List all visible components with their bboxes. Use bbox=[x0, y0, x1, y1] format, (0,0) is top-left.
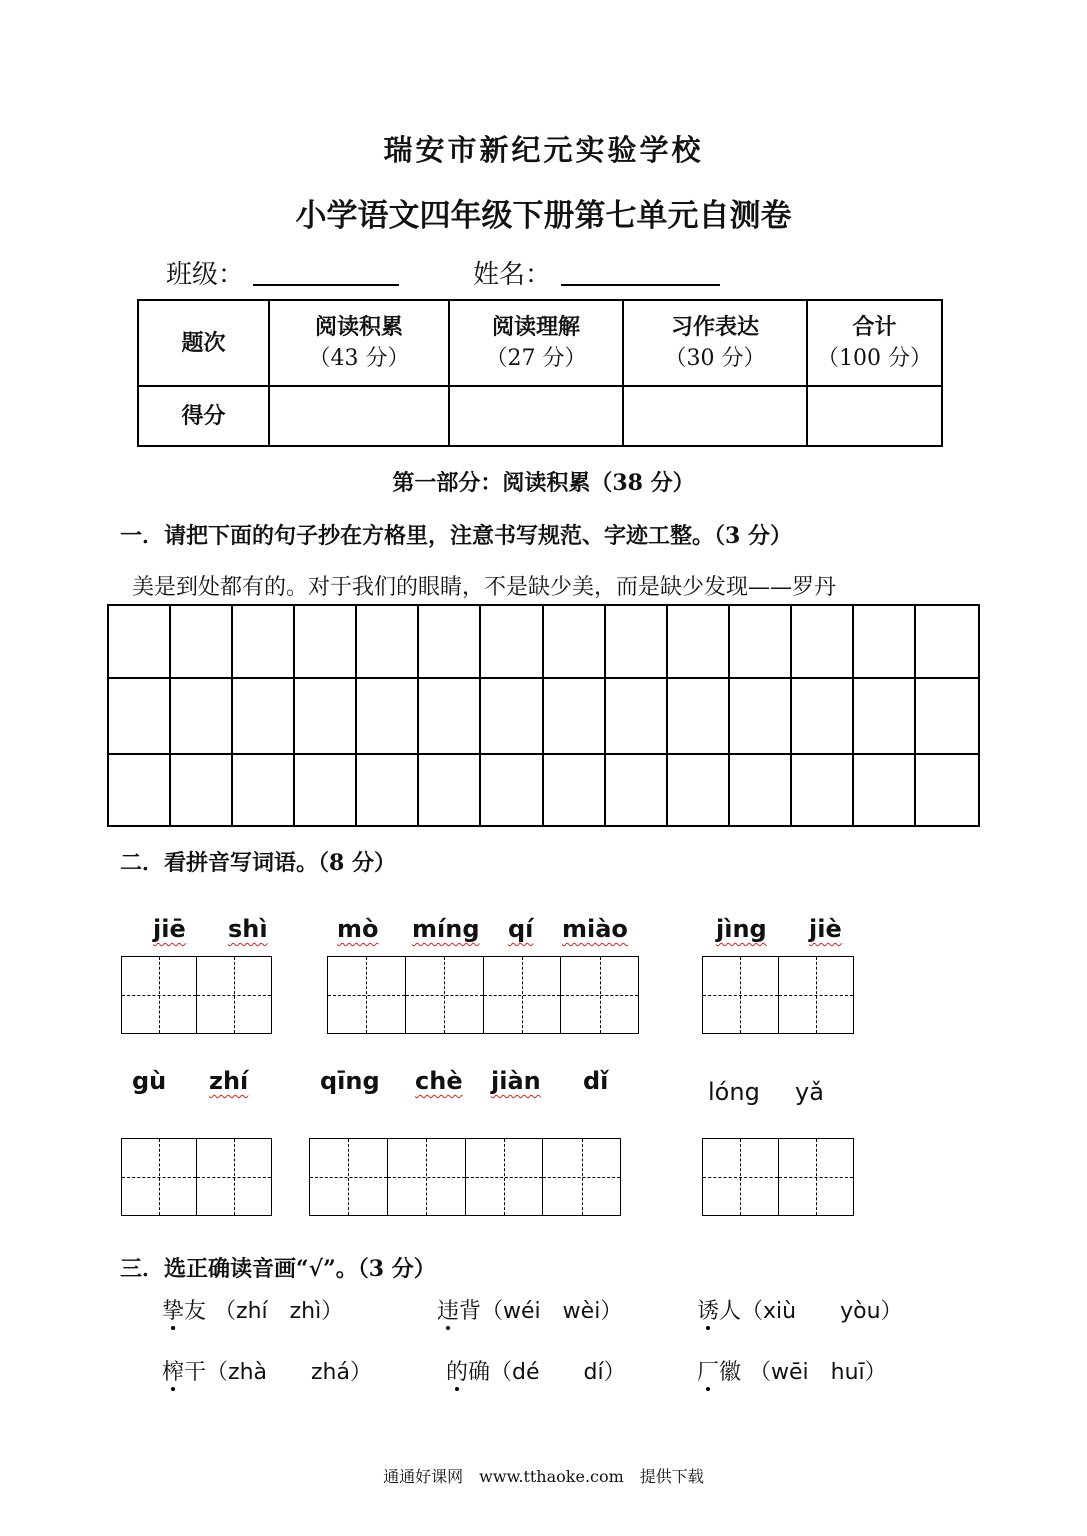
copy-grid-cell[interactable] bbox=[233, 755, 295, 825]
pinyin: qí bbox=[508, 915, 534, 943]
footer-text: 通通好课网 www.tthaoke.com 提供下载 bbox=[383, 1467, 704, 1486]
dotted-char: 榨 bbox=[162, 1360, 185, 1385]
copy-grid-cell[interactable] bbox=[357, 755, 419, 825]
tianzi-grid[interactable] bbox=[702, 1138, 854, 1216]
q3-title: 三．选正确读音画“√”。（3 分） bbox=[120, 1256, 436, 1282]
score-cell[interactable] bbox=[623, 386, 807, 446]
score-col-total bbox=[807, 300, 942, 386]
tianzi-grid[interactable] bbox=[309, 1138, 621, 1216]
pinyin: chè bbox=[415, 1067, 463, 1095]
copy-grid-cell[interactable] bbox=[792, 679, 854, 755]
pinyin: qīng bbox=[320, 1067, 380, 1095]
col-name: 习作表达 bbox=[670, 314, 759, 340]
part1-title: 第一部分：阅读积累（38 分） bbox=[392, 470, 695, 496]
row-label-score: 得分 bbox=[138, 386, 269, 446]
pinyin: jiè bbox=[809, 915, 842, 943]
pinyin: zhí bbox=[209, 1067, 249, 1095]
pinyin: gù bbox=[132, 1067, 167, 1095]
pinyin: miào bbox=[562, 915, 628, 943]
copy-grid-cell[interactable] bbox=[854, 606, 916, 679]
pinyin: mò bbox=[337, 915, 379, 943]
copy-grid-cell[interactable] bbox=[481, 679, 543, 755]
word-rest: 干 bbox=[184, 1360, 207, 1385]
copy-grid-cell[interactable] bbox=[854, 679, 916, 755]
copy-grid-cell[interactable] bbox=[357, 679, 419, 755]
score-col-reading-acc bbox=[269, 300, 449, 386]
tianzi-grid[interactable] bbox=[121, 1138, 272, 1216]
pinyin-options: （zhà zhá） bbox=[206, 1360, 372, 1385]
pinyin: jiàn bbox=[491, 1067, 541, 1095]
copy-grid-cell[interactable] bbox=[606, 679, 668, 755]
copy-grid-cell[interactable] bbox=[295, 755, 357, 825]
copy-grid-cell[interactable] bbox=[419, 606, 481, 679]
dotted-char: 违 bbox=[437, 1299, 460, 1324]
copy-grid-cell[interactable] bbox=[606, 755, 668, 825]
name-field[interactable] bbox=[561, 284, 720, 286]
row-label-item: 题次 bbox=[138, 300, 269, 386]
dotted-char: 厂 bbox=[697, 1360, 720, 1385]
pinyin: shì bbox=[228, 915, 268, 943]
copy-grid-cell[interactable] bbox=[668, 606, 730, 679]
copy-grid-cell[interactable] bbox=[544, 606, 606, 679]
pinyin-options: （dé dí） bbox=[490, 1360, 626, 1385]
pinyin: jiē bbox=[153, 915, 186, 943]
copy-grid-cell[interactable] bbox=[606, 606, 668, 679]
copy-grid-cell[interactable] bbox=[419, 679, 481, 755]
copy-grid-cell[interactable] bbox=[730, 679, 792, 755]
copy-grid-cell[interactable] bbox=[109, 606, 171, 679]
reading-choice[interactable] bbox=[446, 1355, 626, 1386]
class-field[interactable] bbox=[253, 284, 399, 286]
school-name: 瑞安市新纪元实验学校 bbox=[383, 133, 704, 167]
word-rest: 友 bbox=[184, 1299, 207, 1324]
copy-grid-cell[interactable] bbox=[481, 755, 543, 825]
score-table bbox=[137, 299, 943, 447]
pinyin-options: （xiù yòu） bbox=[741, 1299, 903, 1324]
col-name: 合计 bbox=[852, 314, 897, 340]
word-rest: 确 bbox=[468, 1360, 491, 1385]
dotted-char: 挚 bbox=[162, 1299, 185, 1324]
pinyin: yǎ bbox=[795, 1078, 824, 1106]
pinyin: jìng bbox=[716, 915, 767, 943]
copy-grid-cell[interactable] bbox=[109, 679, 171, 755]
copy-grid-cell[interactable] bbox=[109, 755, 171, 825]
col-name: 阅读积累 bbox=[314, 314, 403, 340]
pinyin: dǐ bbox=[583, 1067, 609, 1095]
word-rest: 背 bbox=[459, 1299, 482, 1324]
dotted-char: 的 bbox=[446, 1360, 469, 1385]
copy-grid-cell[interactable] bbox=[668, 679, 730, 755]
copy-grid-cell[interactable] bbox=[544, 755, 606, 825]
word-rest: 人 bbox=[719, 1299, 742, 1324]
tianzi-grid[interactable] bbox=[702, 956, 854, 1034]
score-col-reading-comp bbox=[449, 300, 623, 386]
name-label: 姓名： bbox=[473, 260, 552, 290]
reading-choice[interactable] bbox=[162, 1355, 372, 1386]
score-cell[interactable] bbox=[449, 386, 623, 446]
copy-grid-cell[interactable] bbox=[916, 606, 978, 679]
copy-grid-cell[interactable] bbox=[171, 679, 233, 755]
copy-grid-cell[interactable] bbox=[233, 679, 295, 755]
copy-grid-cell[interactable] bbox=[357, 606, 419, 679]
copy-grid-cell[interactable] bbox=[854, 755, 916, 825]
col-points: （27 分） bbox=[485, 346, 587, 371]
q1-title: 一．请把下面的句子抄在方格里，注意书写规范、字迹工整。（3 分） bbox=[120, 523, 792, 549]
tianzi-grid[interactable] bbox=[121, 956, 272, 1034]
copy-grid-cell[interactable] bbox=[916, 679, 978, 755]
copy-grid bbox=[107, 604, 980, 827]
copy-grid-cell[interactable] bbox=[792, 606, 854, 679]
col-points: （43 分） bbox=[308, 346, 410, 371]
pinyin: lóng bbox=[708, 1078, 760, 1106]
q1-sentence: 美是到处都有的。对于我们的眼睛，不是缺少美，而是缺少发现——罗丹 bbox=[132, 575, 837, 600]
reading-choice[interactable] bbox=[697, 1355, 887, 1386]
reading-choice[interactable] bbox=[697, 1294, 903, 1325]
copy-grid-cell[interactable] bbox=[730, 606, 792, 679]
copy-grid-cell[interactable] bbox=[792, 755, 854, 825]
copy-grid-cell[interactable] bbox=[171, 755, 233, 825]
score-cell[interactable] bbox=[807, 386, 942, 446]
copy-grid-cell[interactable] bbox=[171, 606, 233, 679]
col-points: （30 分） bbox=[664, 346, 766, 371]
word-rest: 徽 bbox=[719, 1360, 742, 1385]
copy-grid-cell[interactable] bbox=[730, 755, 792, 825]
exam-title: 小学语文四年级下册第七单元自测卷 bbox=[295, 198, 792, 234]
pinyin-options: （zhí zhì） bbox=[214, 1299, 344, 1324]
reading-choice[interactable] bbox=[437, 1294, 622, 1325]
class-label: 班级： bbox=[166, 260, 245, 290]
pinyin: míng bbox=[412, 915, 480, 943]
dotted-char: 诱 bbox=[697, 1299, 720, 1324]
pinyin-options: （wéi wèi） bbox=[481, 1299, 623, 1324]
tianzi-grid[interactable] bbox=[327, 956, 639, 1034]
col-name: 阅读理解 bbox=[491, 314, 580, 340]
score-col-writing bbox=[623, 300, 807, 386]
copy-grid-cell[interactable] bbox=[419, 755, 481, 825]
copy-grid-cell[interactable] bbox=[295, 606, 357, 679]
col-points: （100 分） bbox=[817, 346, 932, 371]
copy-grid-cell[interactable] bbox=[544, 679, 606, 755]
pinyin-options: （wēi huī） bbox=[749, 1360, 887, 1385]
copy-grid-cell[interactable] bbox=[481, 606, 543, 679]
score-cell[interactable] bbox=[269, 386, 449, 446]
reading-choice[interactable] bbox=[162, 1294, 343, 1325]
copy-grid-cell[interactable] bbox=[916, 755, 978, 825]
copy-grid-cell[interactable] bbox=[295, 679, 357, 755]
copy-grid-cell[interactable] bbox=[233, 606, 295, 679]
q2-title: 二．看拼音写词语。（8 分） bbox=[120, 850, 396, 876]
copy-grid-cell[interactable] bbox=[668, 755, 730, 825]
